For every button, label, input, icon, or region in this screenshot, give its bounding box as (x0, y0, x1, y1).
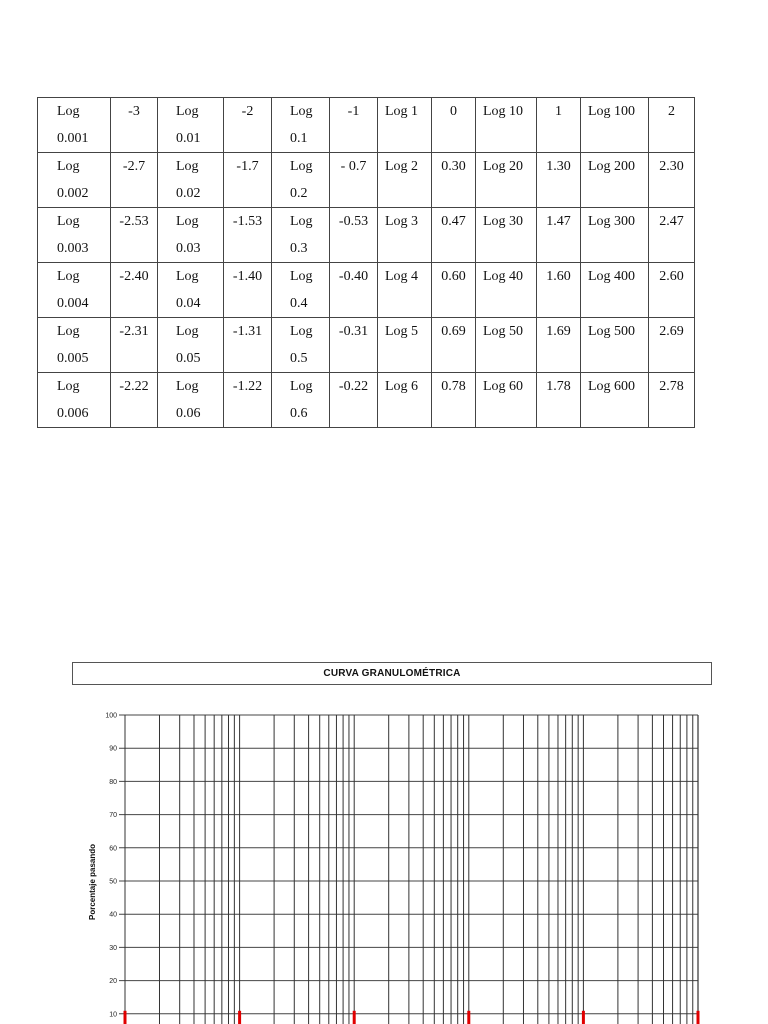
log-expression-cell (38, 318, 111, 373)
log-value-cell: 2.30 (649, 153, 695, 208)
log-expression-cell (378, 318, 432, 373)
log-argument-label: 0.6 (290, 406, 308, 421)
log-argument-label: 0.002 (57, 186, 89, 201)
log-expression-cell (38, 153, 111, 208)
log-expression-cell (272, 208, 330, 263)
log-value-cell: 1.30 (537, 153, 581, 208)
log-value-cell: -0.40 (330, 263, 378, 318)
log-argument-label: 0.5 (290, 351, 308, 366)
log-value-cell: 1 (537, 98, 581, 153)
y-tick-label: 50 (109, 878, 117, 886)
log-expression-cell (38, 373, 111, 428)
log-expression-cell (378, 373, 432, 428)
log-value-cell: -3 (111, 98, 158, 153)
log-expression-label: Log (57, 159, 80, 174)
log-expression-label: Log (290, 159, 313, 174)
log-value-cell: 1.47 (537, 208, 581, 263)
log-expression-label: Log 200 (588, 159, 636, 174)
log-expression-label: Log 40 (483, 269, 524, 284)
log-expression-cell (378, 263, 432, 318)
log-argument-label: 0.03 (176, 241, 201, 256)
log-table-body (38, 98, 695, 428)
log-value-cell: -2.31 (111, 318, 158, 373)
log-value-cell: 0.47 (432, 208, 476, 263)
log-value-cell: 0.60 (432, 263, 476, 318)
log-expression-label: Log 10 (483, 104, 524, 119)
log-expression-cell (476, 318, 537, 373)
grain-size-chart (0, 695, 768, 1024)
log-expression-cell (158, 263, 224, 318)
log-expression-label: Log 2 (385, 159, 419, 174)
log-expression-cell (476, 208, 537, 263)
log-expression-cell (272, 98, 330, 153)
log-value-cell: 2.60 (649, 263, 695, 318)
log-value-cell: -1.7 (224, 153, 272, 208)
log-argument-label: 0.1 (290, 131, 308, 146)
log-expression-label: Log 500 (588, 324, 636, 339)
log-expression-label: Log 60 (483, 379, 524, 394)
log-expression-label: Log 1 (385, 104, 419, 119)
log-expression-label: Log 20 (483, 159, 524, 174)
log-argument-label: 0.04 (176, 296, 201, 311)
log-expression-cell (272, 318, 330, 373)
log-argument-label: 0.3 (290, 241, 308, 256)
y-tick-label: 70 (109, 812, 117, 820)
y-tick-label: 40 (109, 911, 117, 919)
log-value-cell: -2.7 (111, 153, 158, 208)
log-expression-cell (158, 153, 224, 208)
log-expression-label: Log (176, 324, 199, 339)
log-value-cell: 0.30 (432, 153, 476, 208)
log-argument-label: 0.01 (176, 131, 201, 146)
log-expression-cell (476, 98, 537, 153)
chart-title: CURVA GRANULOMÉTRICA (72, 662, 712, 685)
log-value-cell: -1.40 (224, 263, 272, 318)
log-expression-cell (158, 208, 224, 263)
log-value-cell: 0 (432, 98, 476, 153)
log-expression-cell (38, 263, 111, 318)
log-value-cell: -1 (330, 98, 378, 153)
log-value-cell: 0.78 (432, 373, 476, 428)
log-expression-label: Log 6 (385, 379, 419, 394)
log-expression-cell (158, 373, 224, 428)
log-expression-label: Log 50 (483, 324, 524, 339)
log-expression-label: Log (290, 214, 313, 229)
log-expression-cell (158, 98, 224, 153)
log-expression-label: Log (176, 269, 199, 284)
y-axis-title: Porcentaje pasando (88, 843, 97, 921)
log-expression-cell (378, 98, 432, 153)
y-tick-label: 20 (109, 978, 117, 986)
log-argument-label: 0.4 (290, 296, 308, 311)
log-values-table (37, 97, 695, 428)
log-value-cell: -2.53 (111, 208, 158, 263)
log-value-cell: 2.69 (649, 318, 695, 373)
log-expression-label: Log 100 (588, 104, 636, 119)
log-expression-label: Log (57, 104, 80, 119)
log-value-cell: -2.40 (111, 263, 158, 318)
log-argument-label: 0.004 (57, 296, 89, 311)
table-row (38, 263, 695, 318)
table-row (38, 318, 695, 373)
log-expression-label: Log (57, 214, 80, 229)
log-value-cell: -1.31 (224, 318, 272, 373)
log-expression-cell (378, 153, 432, 208)
log-expression-cell (581, 263, 649, 318)
log-expression-cell (38, 208, 111, 263)
log-expression-cell (378, 208, 432, 263)
log-value-cell: -1.22 (224, 373, 272, 428)
log-expression-cell (476, 263, 537, 318)
log-value-cell: -2.22 (111, 373, 158, 428)
log-value-cell: 1.69 (537, 318, 581, 373)
table-row (38, 153, 695, 208)
y-tick-label: 90 (109, 745, 117, 753)
log-expression-label: Log (57, 324, 80, 339)
log-value-cell: -1.53 (224, 208, 272, 263)
table-row (38, 208, 695, 263)
table-row (38, 373, 695, 428)
log-expression-label: Log 3 (385, 214, 419, 229)
log-value-cell: -0.53 (330, 208, 378, 263)
log-expression-cell (38, 98, 111, 153)
log-value-cell: 2 (649, 98, 695, 153)
log-expression-cell (581, 98, 649, 153)
log-expression-cell (272, 153, 330, 208)
log-value-cell: -0.31 (330, 318, 378, 373)
y-tick-label: 100 (105, 712, 117, 720)
log-expression-label: Log 600 (588, 379, 636, 394)
log-expression-label: Log (176, 214, 199, 229)
log-expression-cell (158, 318, 224, 373)
log-value-cell: 2.78 (649, 373, 695, 428)
log-expression-label: Log (176, 159, 199, 174)
log-argument-label: 0.001 (57, 131, 89, 146)
log-expression-cell (581, 208, 649, 263)
log-value-cell: 0.69 (432, 318, 476, 373)
log-argument-label: 0.02 (176, 186, 201, 201)
log-expression-label: Log (176, 379, 199, 394)
log-expression-cell (581, 318, 649, 373)
log-expression-label: Log (290, 324, 313, 339)
log-expression-label: Log (57, 269, 80, 284)
log-expression-label: Log 300 (588, 214, 636, 229)
y-tick-label: 60 (109, 845, 117, 853)
log-value-cell: - 0.7 (330, 153, 378, 208)
log-value-cell: -2 (224, 98, 272, 153)
log-expression-label: Log 30 (483, 214, 524, 229)
log-argument-label: 0.003 (57, 241, 89, 256)
log-expression-label: Log 4 (385, 269, 419, 284)
log-expression-label: Log (290, 269, 313, 284)
log-expression-cell (476, 153, 537, 208)
log-value-cell: 1.60 (537, 263, 581, 318)
log-expression-label: Log 5 (385, 324, 419, 339)
log-value-cell: 2.47 (649, 208, 695, 263)
log-expression-label: Log 400 (588, 269, 636, 284)
log-expression-cell (272, 373, 330, 428)
log-expression-label: Log (57, 379, 80, 394)
log-argument-label: 0.2 (290, 186, 308, 201)
log-argument-label: 0.005 (57, 351, 89, 366)
log-expression-label: Log (290, 379, 313, 394)
table-row (38, 98, 695, 153)
log-expression-label: Log (176, 104, 199, 119)
log-argument-label: 0.06 (176, 406, 201, 421)
log-expression-cell (581, 153, 649, 208)
log-argument-label: 0.006 (57, 406, 89, 421)
log-expression-cell (581, 373, 649, 428)
log-expression-cell (476, 373, 537, 428)
log-value-cell: -0.22 (330, 373, 378, 428)
log-value-cell: 1.78 (537, 373, 581, 428)
y-tick-label: 80 (109, 778, 117, 786)
y-tick-label: 10 (109, 1011, 117, 1019)
log-expression-label: Log (290, 104, 313, 119)
log-argument-label: 0.05 (176, 351, 201, 366)
log-expression-cell (272, 263, 330, 318)
y-tick-label: 30 (109, 944, 117, 952)
